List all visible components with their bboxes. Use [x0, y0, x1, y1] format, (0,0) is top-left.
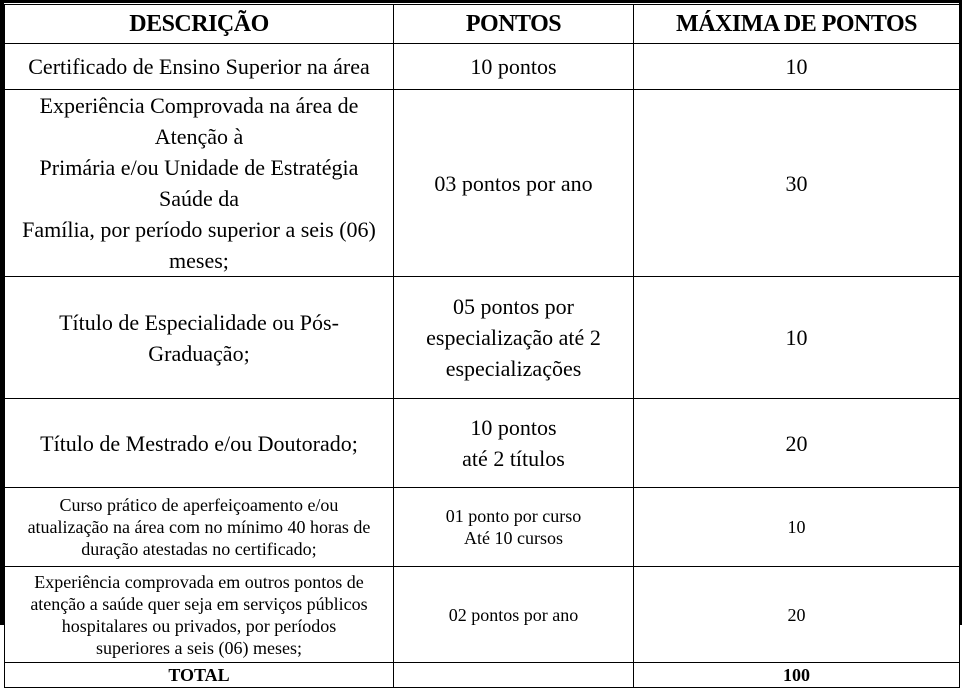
descricao-line: Certificado de Ensino Superior na área: [28, 54, 370, 79]
total-label: TOTAL: [5, 663, 394, 688]
descricao-line: Título de Especialidade ou Pós-Graduação;: [59, 309, 339, 366]
maxima-cell: 20: [634, 567, 960, 663]
pontos-cell: [394, 277, 634, 399]
descricao-line: Título de Mestrado e/ou Doutorado;: [40, 430, 358, 456]
pontos-line: especialização até 2: [426, 325, 601, 350]
pontos-line: até 2 títulos: [462, 446, 565, 471]
descricao-cell: [5, 488, 394, 567]
pontos-cell: [394, 44, 634, 90]
descricao-cell: [5, 567, 394, 663]
descricao-line: duração atestadas no certificado;: [81, 539, 317, 559]
header-row: [5, 5, 960, 44]
descricao-line: Família, por período superior a seis (06) meses;: [22, 217, 376, 273]
pontos-line: 10 pontos: [470, 54, 557, 79]
pontos-line: 03 pontos por ano: [434, 170, 593, 196]
total-empty-cell: [394, 663, 634, 688]
descricao-line: Curso prático de aperfeiçoamento e/ou: [59, 495, 339, 515]
pontos-line: especializações: [445, 356, 582, 381]
pontos-cell: [394, 567, 634, 663]
table-row: [5, 488, 960, 567]
pontos-cell: [394, 399, 634, 488]
descricao-line: atenção a saúde quer seja em serviços públicos: [30, 593, 368, 614]
top-border: [0, 0, 962, 3]
descricao-cell: [5, 277, 394, 399]
descricao-line: Primária e/ou Unidade de Estratégia Saúde da: [39, 155, 359, 211]
header-pontos: PONTOS: [394, 5, 634, 44]
maxima-cell: 10: [634, 277, 960, 399]
descricao-line: hospitalares ou privados, por períodos: [61, 615, 337, 636]
descricao-line: superiores a seis (06) meses;: [96, 637, 302, 658]
total-value: 100: [634, 663, 960, 688]
descricao-cell: [5, 44, 394, 90]
maxima-cell: 10: [634, 488, 960, 567]
descricao-line: Experiência comprovada em outros pontos de: [34, 571, 364, 592]
table-row: [5, 90, 960, 277]
maxima-cell: 30: [634, 90, 960, 277]
pontos-line: Até 10 cursos: [464, 528, 563, 548]
table-row: [5, 44, 960, 90]
scoring-table: [4, 4, 960, 688]
maxima-cell: 20: [634, 399, 960, 488]
descricao-line: atualização na área com no mínimo 40 horas de: [27, 517, 371, 537]
descricao-line: Experiência Comprovada na área de Atenção à: [39, 93, 359, 149]
descricao-cell: [5, 90, 394, 277]
pontos-cell: [394, 488, 634, 567]
header-descricao: DESCRIÇÃO: [5, 5, 394, 44]
table-row: [5, 399, 960, 488]
table-row: [5, 567, 960, 663]
maxima-cell: 10: [634, 44, 960, 90]
pontos-line: 10 pontos: [470, 415, 557, 440]
pontos-cell: [394, 90, 634, 277]
pontos-line: 02 pontos por ano: [448, 604, 579, 625]
descricao-cell: [5, 399, 394, 488]
pontos-line: 01 ponto por curso: [445, 506, 582, 526]
header-maxima: MÁXIMA DE PONTOS: [634, 5, 960, 44]
table-row: [5, 277, 960, 399]
total-row: [5, 663, 960, 688]
pontos-line: 05 pontos por: [453, 294, 574, 319]
